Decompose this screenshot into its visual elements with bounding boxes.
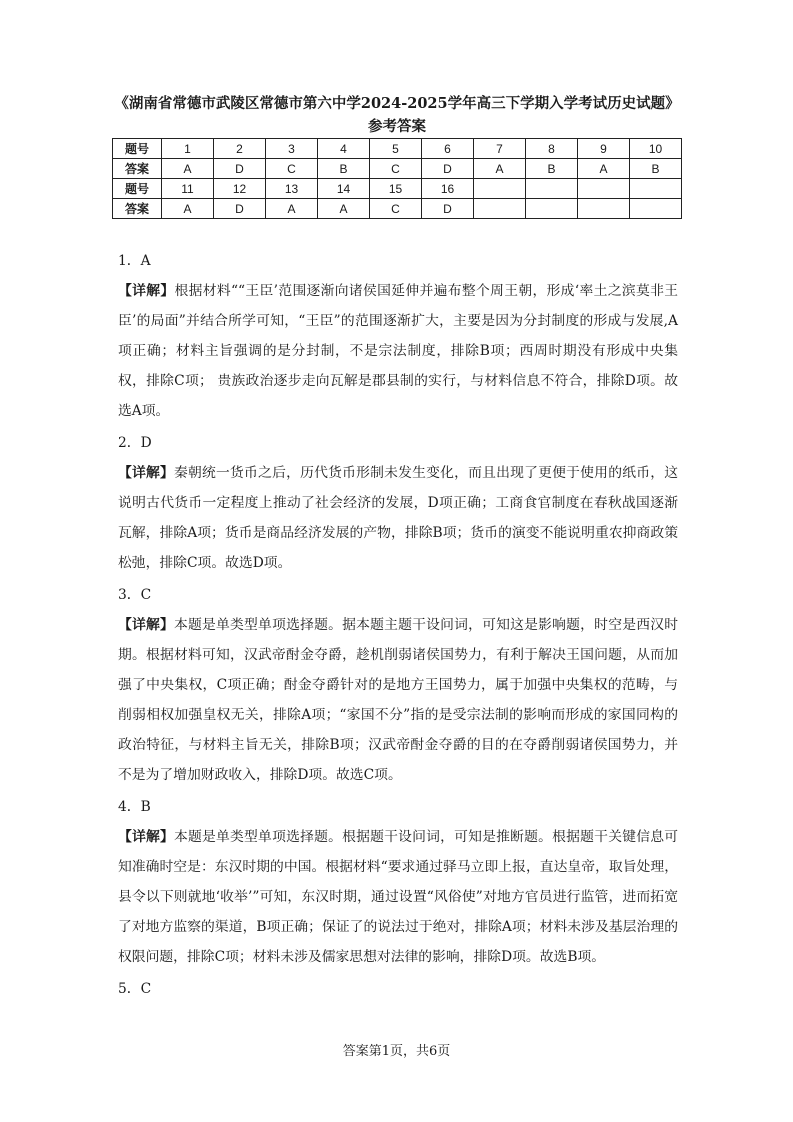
question-number-cell: 10 bbox=[630, 139, 682, 159]
answer-cell: A bbox=[578, 159, 630, 179]
question-number-cell: 7 bbox=[474, 139, 526, 159]
question-number: 3．C bbox=[118, 587, 152, 603]
question-number-cell: 13 bbox=[266, 179, 318, 199]
answer-cell: A bbox=[318, 199, 370, 219]
answer-cell: C bbox=[370, 199, 422, 219]
answer-cell: D bbox=[214, 159, 266, 179]
question-number-cell: 11 bbox=[162, 179, 214, 199]
question-number-cell: 2 bbox=[214, 139, 266, 159]
question-number-cell: 1 bbox=[162, 139, 214, 159]
question-number: 5．C bbox=[118, 981, 152, 997]
question-number: 4．B bbox=[118, 799, 151, 815]
question-number-cell: 16 bbox=[422, 179, 474, 199]
answer-cell: B bbox=[630, 159, 682, 179]
explanation bbox=[118, 610, 678, 790]
question-number-cell: 12 bbox=[214, 179, 266, 199]
explanation-text: 秦朝统一货币之后，历代货币形制未发生变化，而且出现了更便于使用的纸币，这说明古代货币一定程度上推动了社会经济的发展，D项正确；工商食官制度在春秋战国逐渐瓦解，排除A项；货币是商品经济发展的产物，排除B项；货币的演变不能说明重农抑商政策松弛，排除C项。故选D项。 bbox=[118, 465, 679, 571]
explanation bbox=[118, 822, 678, 972]
answer-cell: A bbox=[266, 199, 318, 219]
answer-cell bbox=[526, 199, 578, 219]
answer-cell: D bbox=[422, 199, 474, 219]
row-header: 答案 bbox=[113, 159, 162, 179]
answer-cell: A bbox=[162, 159, 214, 179]
table-row bbox=[113, 179, 682, 199]
answer-cell: B bbox=[526, 159, 578, 179]
question-number-cell: 14 bbox=[318, 179, 370, 199]
question-number: 1．A bbox=[118, 253, 151, 269]
answer-explanations bbox=[118, 248, 678, 1004]
question-number-cell: 5 bbox=[370, 139, 422, 159]
answer-cell bbox=[578, 199, 630, 219]
explanation-text: 本题是单类型单项选择题。根据题干设问词，可知是推断题。根据题干关键信息可知准确时空是：东汉时期的中国。根据材料“要求通过驿马立即上报，直达皇帝，取旨处理，县令以下则就地‘收举’”可知，东汉时期，通过设置“风俗使”对地方官员进行监管，进而拓宽了对地方监察的渠道，B项正确；保证了的说法过于绝对，排除A项；材料未涉及基层治理的权限问题，排除C项；材料未涉及儒家思想对法律的影响，排除D项。故选B项。 bbox=[118, 829, 679, 965]
answer-cell: D bbox=[422, 159, 474, 179]
page-footer: 答案第1页，共6页 bbox=[342, 1044, 451, 1059]
explanation bbox=[118, 276, 678, 426]
answer-cell bbox=[474, 199, 526, 219]
question-number-cell bbox=[474, 179, 526, 199]
question-number-cell: 8 bbox=[526, 139, 578, 159]
detail-tag: 【详解】 bbox=[118, 283, 175, 299]
answer-cell bbox=[630, 199, 682, 219]
table-row bbox=[113, 139, 682, 159]
detail-tag: 【详解】 bbox=[118, 617, 175, 633]
row-header: 题号 bbox=[113, 139, 162, 159]
answer-cell: B bbox=[318, 159, 370, 179]
question-number-cell: 9 bbox=[578, 139, 630, 159]
detail-tag: 【详解】 bbox=[118, 465, 175, 481]
question-number-cell bbox=[630, 179, 682, 199]
question-number-cell bbox=[578, 179, 630, 199]
answer-cell: A bbox=[474, 159, 526, 179]
explanation bbox=[118, 458, 678, 578]
question-number-cell: 15 bbox=[370, 179, 422, 199]
question-number-cell: 6 bbox=[422, 139, 474, 159]
row-header: 答案 bbox=[113, 199, 162, 219]
question-number-cell: 4 bbox=[318, 139, 370, 159]
question-number: 2．D bbox=[118, 435, 152, 451]
answer-cell: D bbox=[214, 199, 266, 219]
explanation-text: 根据材料““王臣’范围逐渐向诸侯国延伸并遍布整个周王朝，形成‘率土之滨莫非王臣’的局面”并结合所学可知，“王臣”的范围逐渐扩大，主要是因为分封制度的形成与发展,A项正确；材料主旨强调的是分封制，不是宗法制度，排除B项；西周时期没有形成中央集权，排除C项； 贵族政治逐步走向瓦解是郡县制的实行，与材料信息不符合，排除D项。故选A项。 bbox=[118, 283, 678, 419]
answer-cell: A bbox=[162, 199, 214, 219]
explanation-text: 本题是单类型单项选择题。据本题主题干设问词，可知这是影响题，时空是西汉时期。根据材料可知，汉武帝酎金夺爵，趁机削弱诸侯国势力，有利于解决王国问题，从而加强了中央集权，C项正确；酎金夺爵针对的是地方王国势力，属于加强中央集权的范畴，与削弱相权加强皇权无关，排除A项；“家国不分”指的是受宗法制的影响而形成的家国同构的政治特征，与材料主旨无关，排除B项；汉武帝酎金夺爵的目的在夺爵削弱诸侯国势力，并不是为了增加财政收入，排除D项。故选C项。 bbox=[118, 617, 679, 783]
detail-tag: 【详解】 bbox=[118, 829, 175, 845]
answer-table bbox=[112, 138, 682, 219]
question-number-cell: 3 bbox=[266, 139, 318, 159]
answer-cell: C bbox=[266, 159, 318, 179]
row-header: 题号 bbox=[113, 179, 162, 199]
page-title: 《湖南省常德市武陵区常德市第六中学2024-2025学年高三下学期入学考试历史试题》参考答案 bbox=[114, 95, 680, 135]
table-row bbox=[113, 159, 682, 179]
table-row bbox=[113, 199, 682, 219]
answer-cell: C bbox=[370, 159, 422, 179]
question-number-cell bbox=[526, 179, 578, 199]
